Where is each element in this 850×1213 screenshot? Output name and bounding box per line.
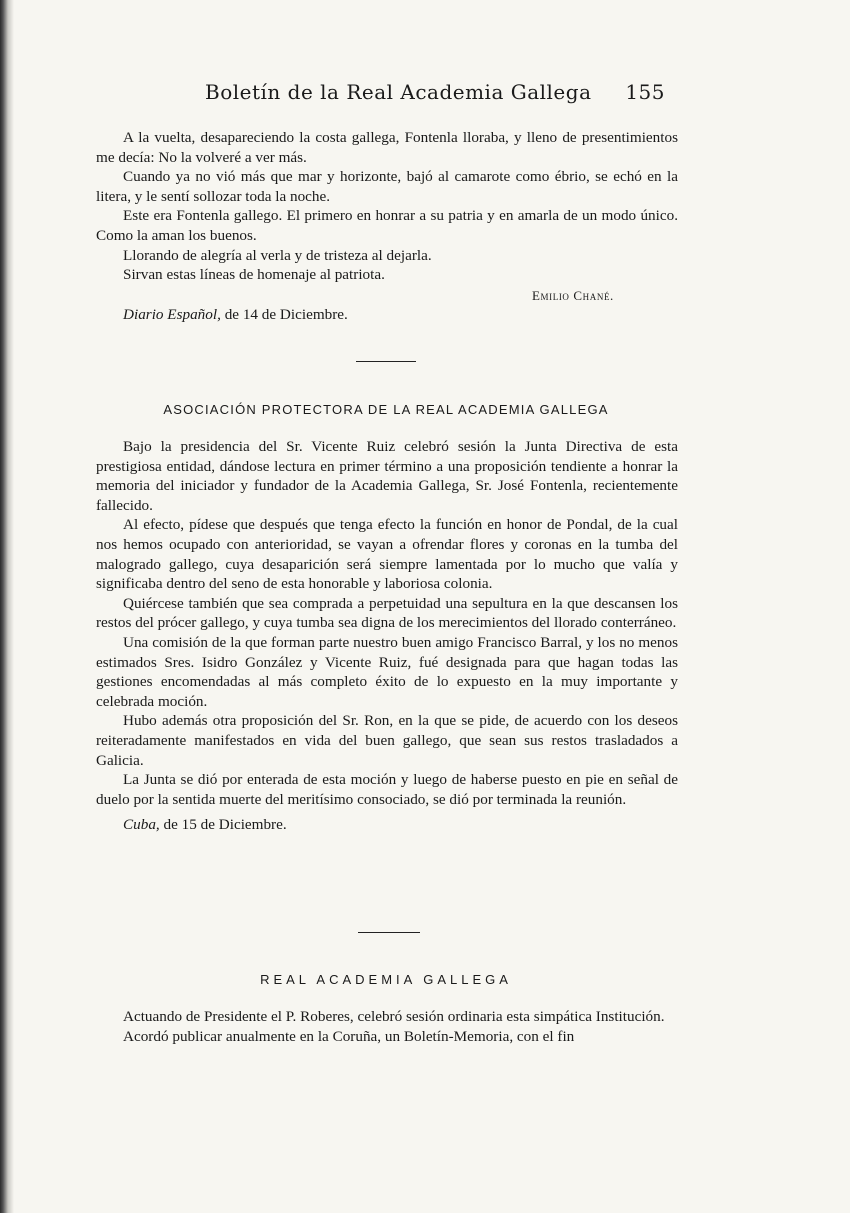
- source-publication: Cuba,: [123, 816, 160, 834]
- paragraph: Quiércese también que sea comprada a perpetuidad una sepultura en la que descansen los restos del prócer gallego, y cuya tumba sea digna de los merecimientos del llorado conterráneo.: [96, 594, 678, 632]
- source-date: de 14 de Diciembre.: [224, 306, 348, 323]
- paragraph: A la vuelta, desapareciendo la costa gallega, Fontenla lloraba, y lleno de presentimientos me decía: No la volveré a ver más.: [96, 129, 678, 166]
- paragraph: Sirvan estas líneas de homenaje al patriota.: [123, 266, 385, 284]
- book-spine-shadow: [0, 0, 14, 1213]
- article-real-academia-text: [96, 1007, 678, 1046]
- paragraph: Una comisión de la que forman parte nuestro buen amigo Francisco Barral, y los no menos estimados Sres. Isidro González y Vicente Ruiz, fué designada para que hagan todas las gestiones encomendadas al más completo éxito de lo expuesto en la muy importante y celebrada moción.: [96, 633, 678, 710]
- paragraph: Hubo además otra proposición del Sr. Ron, en la que se pide, de acuerdo con los deseos reiteradamente manifestados en vida del buen gallego, que sean sus restos trasladados a Galicia.: [96, 712, 678, 769]
- section-divider: [356, 361, 416, 362]
- paragraph: Llorando de alegría al verla y de tristeza al dejarla.: [123, 246, 432, 264]
- page-number: 155: [625, 80, 665, 104]
- author-signature: Emilio Chané.: [532, 288, 614, 303]
- paragraph: Bajo la presidencia del Sr. Vicente Ruiz celebró sesión la Junta Directiva de esta prestigiosa entidad, dándose lectura en primer término a una proposición tendiente a honrar la memoria del iniciador y fundador de la Academia Gallega, Sr. José Fontenla, recientemente fallecido.: [96, 438, 678, 514]
- paragraph: Este era Fontenla gallego. El primero en honrar a su patria y en amarla de un modo único. Como la aman los buenos.: [96, 207, 678, 244]
- section-divider: [358, 932, 420, 933]
- paragraph: Al efecto, pídese que después que tenga efecto la función en honor de Pondal, de la cual nos hemos ocupado con anterioridad, se vayan a ofrendar flores y coronas en la tumba del malogrado gallego, cuya desaparición será siempre lamentada por lo mucho que valía y significaba dentro del seno de esta honorable y laboriosa colonia.: [96, 516, 678, 593]
- source-date: de 15 de Diciembre.: [163, 816, 287, 834]
- paragraph: Acordó publicar anualmente en la Coruña, un Boletín-Memoria, con el fin: [123, 1027, 575, 1045]
- paragraph: Actuando de Presidente el P. Roberes, celebró sesión ordinaria esta simpática Institución.: [123, 1008, 665, 1025]
- journal-title: Boletín de la Real Academia Gallega: [205, 80, 592, 104]
- article-asociacion-text: [96, 437, 678, 835]
- paragraph: La Junta se dió por enterada de esta moción y luego de haberse puesto en pie en señal de duelo por la sentida muerte del meritísimo consociado, se dió por terminada la reunión.: [96, 771, 678, 808]
- paragraph: Cuando ya no vió más que mar y horizonte, bajó al camarote como ébrio, se echó en la litera, y le sentí sollozar toda la noche.: [96, 168, 678, 205]
- section-heading-asociacion: ASOCIACIÓN PROTECTORA DE LA REAL ACADEMIA GALLEGA: [163, 402, 609, 417]
- source-publication: Diario Español,: [123, 306, 221, 323]
- source-citation: [96, 305, 678, 325]
- running-header: [205, 80, 665, 114]
- article-fontenla-text: [96, 128, 678, 285]
- section-heading-real-academia: REAL ACADEMIA GALLEGA: [260, 972, 512, 987]
